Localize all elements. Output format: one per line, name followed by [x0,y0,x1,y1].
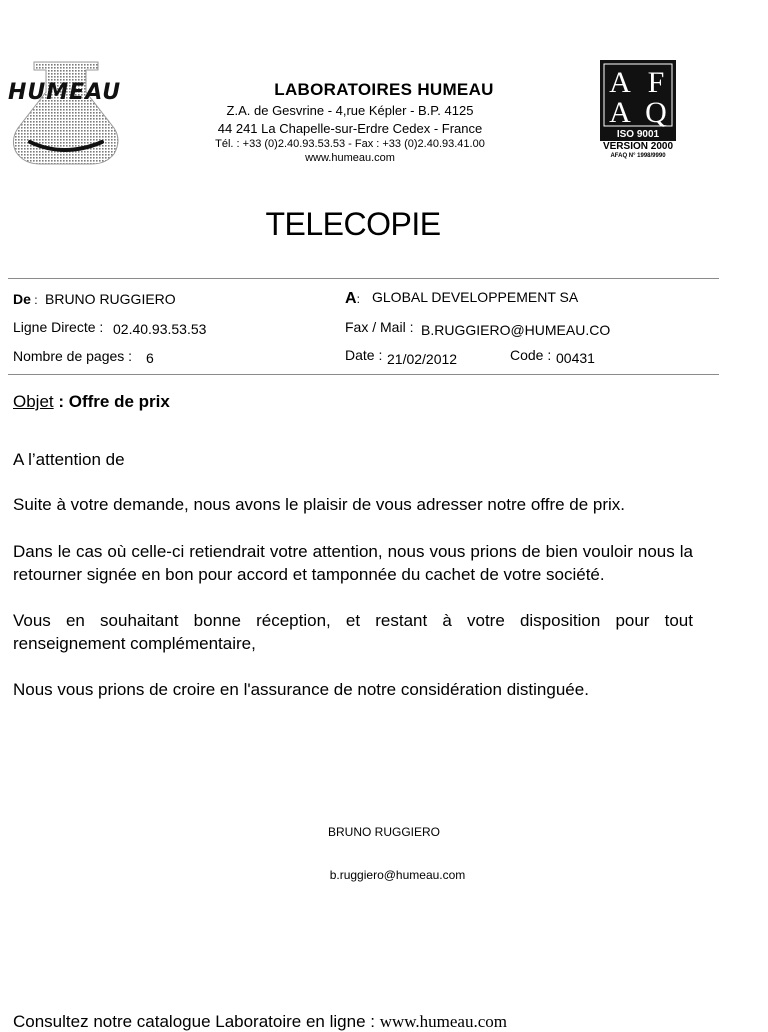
nombre-pages-value: 6 [146,350,154,366]
phone-fax-line: Tél. : +33 (0)2.40.93.53.53 - Fax : +33 (0)2.40.93.41.00 [215,138,485,150]
address-line: Z.A. de Gesvrine - 4,rue Képler - B.P. 4125 [226,103,474,118]
cert-letter: Q [645,96,667,129]
nombre-pages-label: Nombre de pages : [13,348,133,364]
address-line: 44 241 La Chapelle-sur-Erdre Cedex - France [217,121,483,136]
code-label: Code : [510,347,552,363]
ligne-directe-label: Ligne Directe : [13,319,104,335]
footer-url: www.humeau.com [379,1012,507,1031]
subject-label: Objet [13,392,54,411]
cert-number-label: AFAQ N° 1998/9990 [610,153,666,159]
date-label: Date : [345,347,383,363]
paragraph: Vous en souhaitant bonne réception, et restant à votre disposition pour tout renseignement complémentaire, [13,611,693,653]
logo-wordmark: HUMEAU [8,80,122,105]
fax-mail-label: Fax / Mail : [345,319,414,335]
cert-letter: F [647,66,665,99]
date-value: 21/02/2012 [387,351,458,367]
de-label: De : [13,291,38,307]
website-line: www.humeau.com [305,152,395,164]
document-title: TELECOPIE [265,206,441,242]
paragraph: Dans le cas où celle-ci retiendrait votre attention, nous vous prions de bien vouloir nous la retourner signée en bon pour accord et tamponnée du cachet de votre société. [13,542,693,584]
divider [8,278,719,279]
fax-mail-value: B.RUGGIERO@HUMEAU.CO [421,322,611,338]
code-value: 00431 [556,350,595,366]
closing-paragraph: Nous vous prions de croire en l'assurance de notre considération distinguée. [13,680,589,699]
company-name: LABORATOIRES HUMEAU [274,80,494,99]
subject-value: Offre de prix [68,392,170,411]
subject-line: Objet : Offre de prix [13,392,170,411]
ligne-directe-value: 02.40.93.53.53 [113,321,207,337]
divider [8,374,719,375]
a-value: GLOBAL DEVELOPPEMENT SA [372,289,579,305]
a-label: A: [345,290,360,307]
cert-letter: A [609,66,631,99]
de-value: BRUNO RUGGIERO [45,291,176,307]
attention-line: A l’attention de [13,450,125,469]
footer-note: Consultez notre catalogue Laboratoire en ligne : www.humeau.com [13,1012,507,1031]
cert-version-label: VERSION 2000 [602,141,674,152]
paragraph: Suite à votre demande, nous avons le plaisir de vous adresser notre offre de prix. [13,495,626,514]
cert-iso-label: ISO 9001 [616,129,660,140]
afaq-certification-logo [600,60,676,164]
cert-letter: A [609,96,631,129]
signature-name: BRUNO RUGGIERO [327,825,440,839]
signature-email: b.ruggiero@humeau.com [329,868,466,882]
